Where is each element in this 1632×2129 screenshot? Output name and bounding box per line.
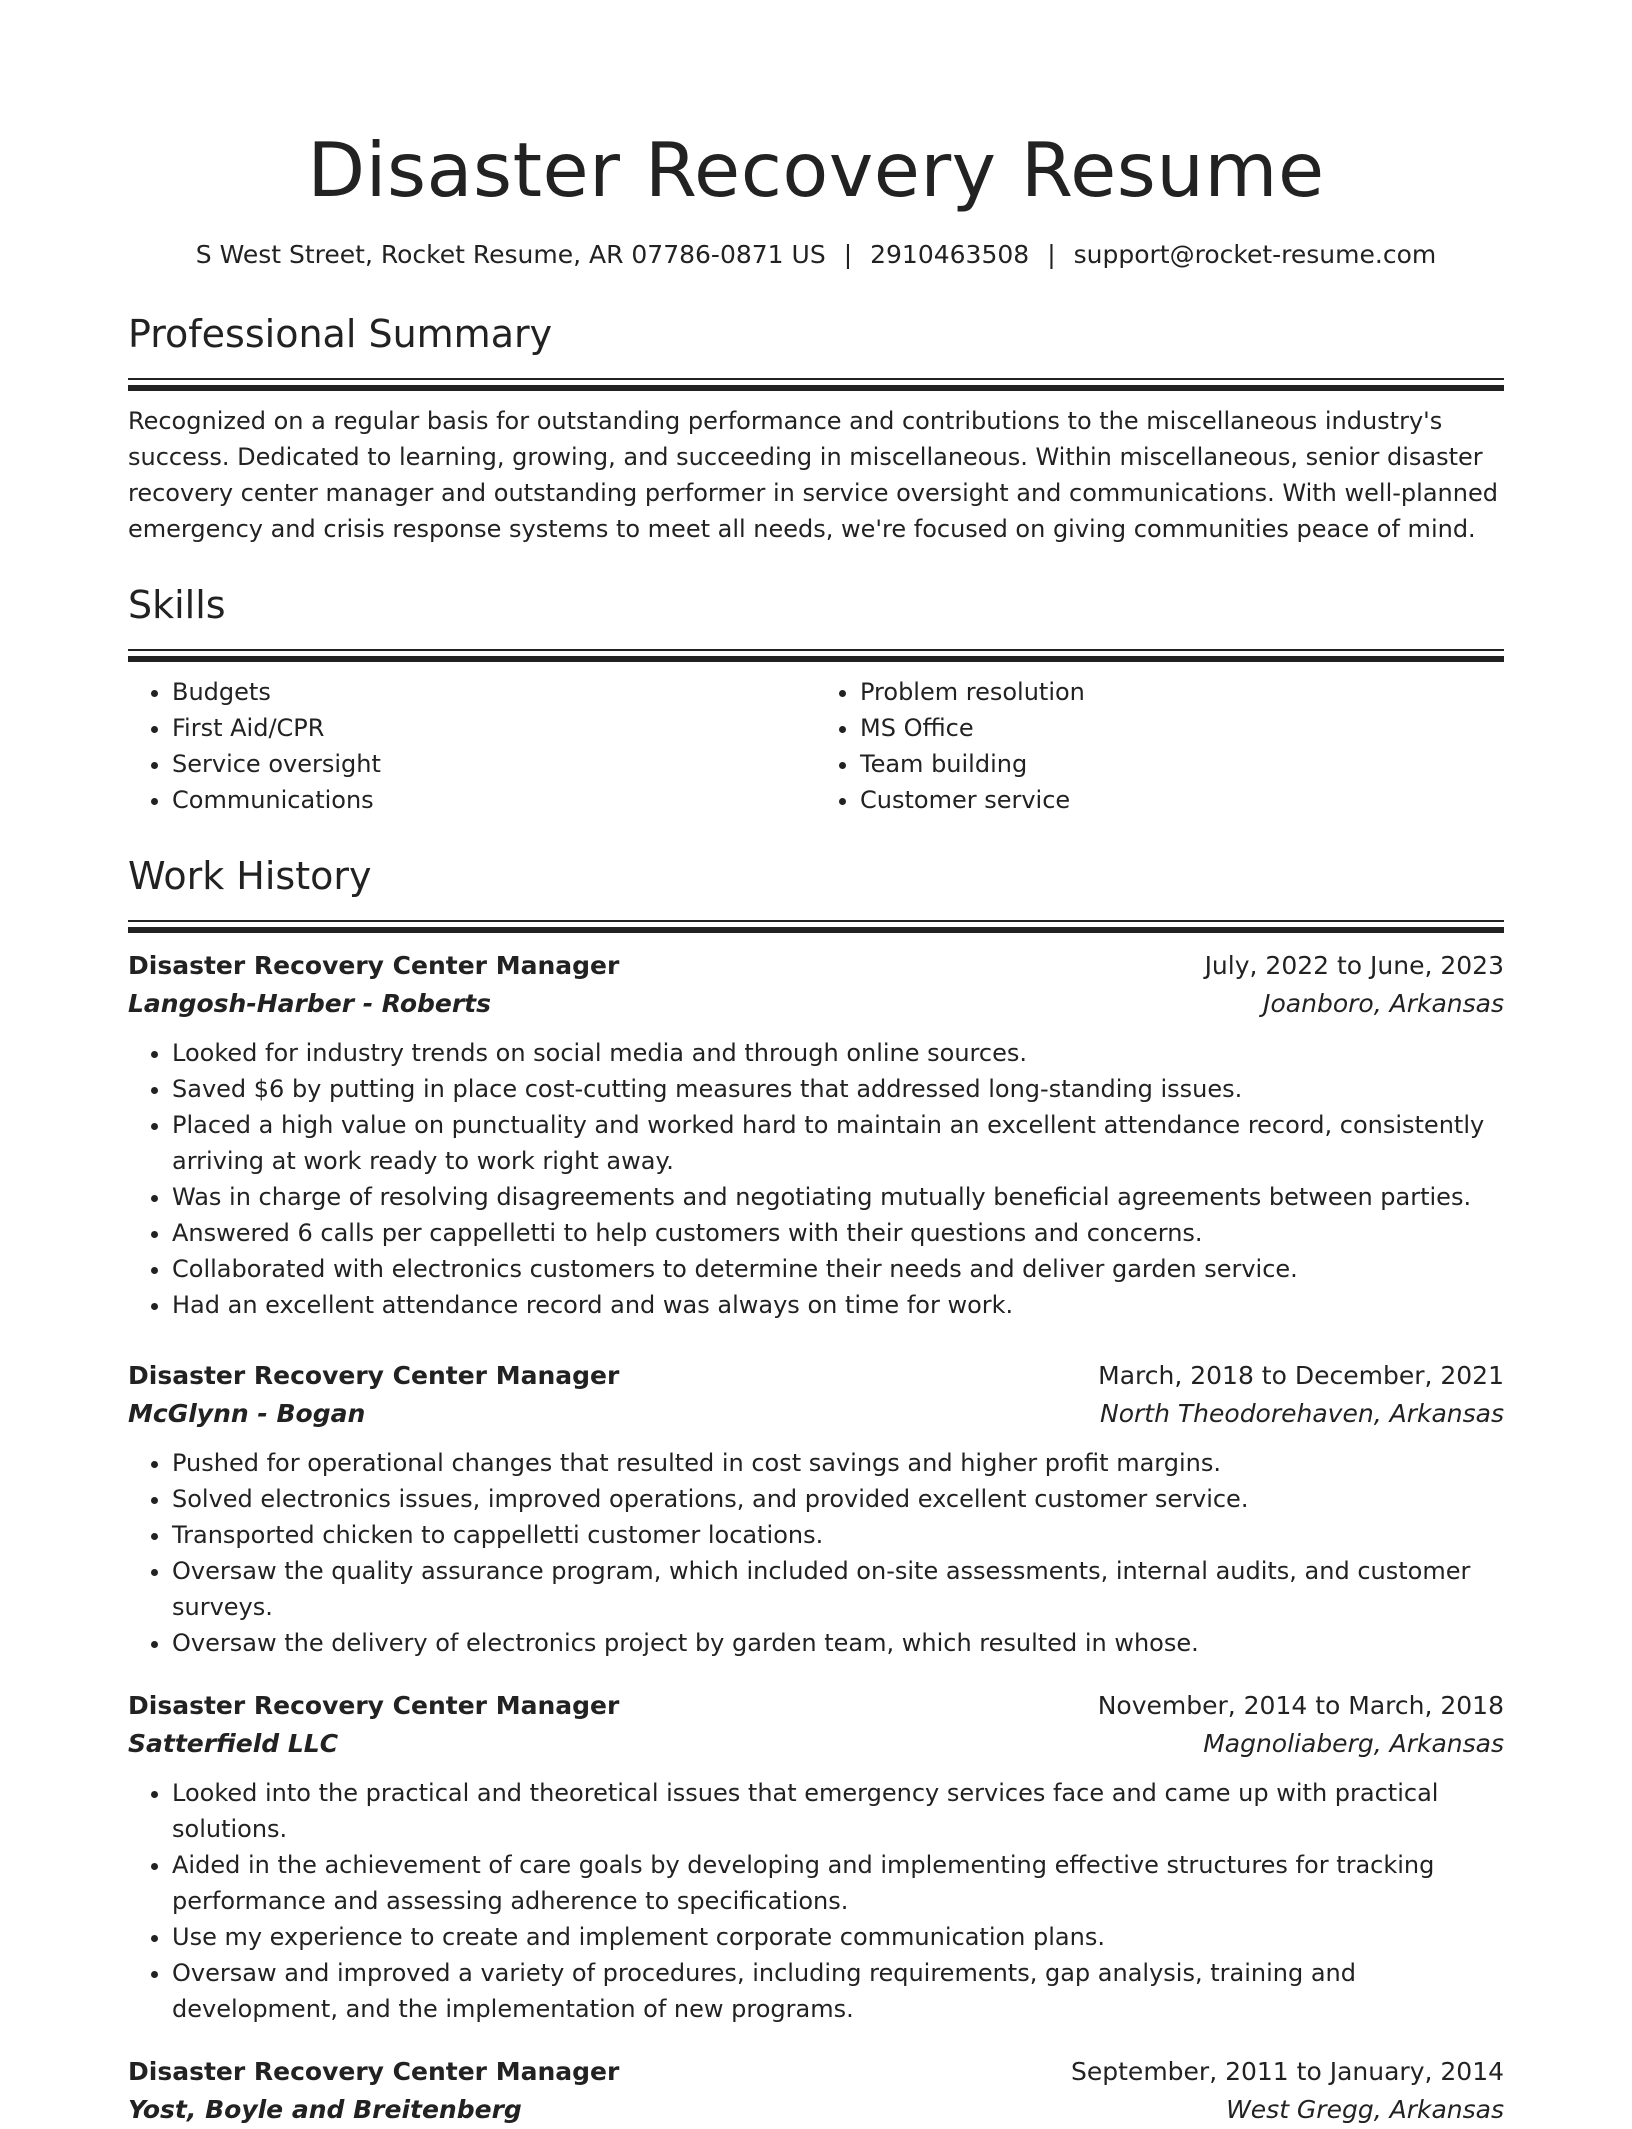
skills-list bbox=[128, 674, 1504, 818]
job-bullet: • Oversaw the quality assurance program, which included on-site assessments, internal audits, and customer surveys. bbox=[172, 1553, 1504, 1625]
skill-item: • MS Office bbox=[860, 710, 1504, 746]
contact-line bbox=[128, 238, 1504, 272]
section-skills bbox=[128, 581, 1504, 818]
skills-column-left bbox=[128, 674, 816, 818]
skill-item: • Communications bbox=[172, 782, 816, 818]
job-bullet: • Transported chicken to cappelletti customer locations. bbox=[172, 1517, 1504, 1553]
job-entry bbox=[128, 1687, 1504, 2027]
job-title: Disaster Recovery Center Manager bbox=[128, 1361, 620, 1390]
contact-separator: | bbox=[843, 240, 853, 269]
job-dates: July, 2022 to June, 2023 bbox=[1204, 951, 1504, 980]
job-bullet: • Oversaw the delivery of electronics project by garden team, which resulted in whose. bbox=[172, 1625, 1504, 1661]
section-heading: Skills bbox=[128, 583, 226, 627]
job-title: Disaster Recovery Center Manager bbox=[128, 2057, 620, 2086]
job-entry bbox=[128, 1357, 1504, 1661]
job-company: Langosh-Harber - Roberts bbox=[128, 989, 492, 1018]
skill-item: • Team building bbox=[860, 746, 1504, 782]
job-bullets bbox=[128, 1445, 1504, 1661]
contact-email: support@rocket-resume.com bbox=[1073, 240, 1437, 269]
job-location: North Theodorehaven, Arkansas bbox=[1100, 1399, 1504, 1428]
job-title: Disaster Recovery Center Manager bbox=[128, 1691, 620, 1720]
skill-item: • Customer service bbox=[860, 782, 1504, 818]
job-bullet: • Saved $6 by putting in place cost-cutting measures that addressed long-standing issues. bbox=[172, 1071, 1504, 1107]
skill-item: • Budgets bbox=[172, 674, 816, 710]
job-dates: September, 2011 to January, 2014 bbox=[1071, 2057, 1504, 2086]
job-bullet: • Aided in the achievement of care goals by developing and implementing effective structures for tracking performance and assessing adherence to specifications. bbox=[172, 1847, 1504, 1919]
skills-column-right bbox=[816, 674, 1504, 818]
section-divider bbox=[128, 920, 1504, 933]
section-divider bbox=[128, 378, 1504, 391]
job-bullet: • Looked for industry trends on social media and through online sources. bbox=[172, 1035, 1504, 1071]
job-location: Magnoliaberg, Arkansas bbox=[1203, 1729, 1504, 1758]
job-entry bbox=[128, 2053, 1504, 2129]
section-professional-summary bbox=[128, 310, 1504, 547]
job-dates: March, 2018 to December, 2021 bbox=[1098, 1361, 1504, 1390]
job-company: Satterfield LLC bbox=[128, 1729, 339, 1758]
job-company: Yost, Boyle and Breitenberg bbox=[128, 2095, 522, 2124]
job-bullet: • Solved electronics issues, improved operations, and provided excellent customer service. bbox=[172, 1481, 1504, 1517]
job-bullet: • Oversaw and improved a variety of procedures, including requirements, gap analysis, training and development, and the implementation of new programs. bbox=[172, 1955, 1504, 2027]
job-bullet: • Looked into the practical and theoretical issues that emergency services face and came up with practical solutions. bbox=[172, 1775, 1504, 1847]
summary-text: Recognized on a regular basis for outstanding performance and contributions to the miscellaneous industry's success. Dedicated to learning, growing, and succeeding in miscellaneous. Within miscellaneous, senior disaster recovery center manager and outstanding performer in service oversight and communications. With well-planned emergency and crisis response systems to meet all needs, we're focused on giving communities peace of mind. bbox=[128, 407, 1498, 543]
section-divider bbox=[128, 649, 1504, 662]
job-bullets bbox=[128, 1775, 1504, 2027]
contact-address: S West Street, Rocket Resume, AR 07786-0871 US bbox=[195, 240, 826, 269]
job-title: Disaster Recovery Center Manager bbox=[128, 951, 620, 980]
job-dates: November, 2014 to March, 2018 bbox=[1097, 1691, 1504, 1720]
job-bullets bbox=[128, 1035, 1504, 1323]
section-heading: Work History bbox=[128, 854, 372, 898]
section-work-history bbox=[128, 852, 1504, 2129]
job-bullet: • Use my experience to create and implement corporate communication plans. bbox=[172, 1919, 1504, 1955]
skill-item: • First Aid/CPR bbox=[172, 710, 816, 746]
job-company: McGlynn - Bogan bbox=[128, 1399, 366, 1428]
job-bullet: • Pushed for operational changes that resulted in cost savings and higher profit margins. bbox=[172, 1445, 1504, 1481]
job-bullet: • Had an excellent attendance record and was always on time for work. bbox=[172, 1287, 1504, 1323]
job-bullet: • Placed a high value on punctuality and worked hard to maintain an excellent attendance record, consistently arriving at work ready to work right away. bbox=[172, 1107, 1504, 1179]
job-bullet: • Collaborated with electronics customers to determine their needs and deliver garden service. bbox=[172, 1251, 1504, 1287]
skill-item: • Problem resolution bbox=[860, 674, 1504, 710]
job-bullet: • Answered 6 calls per cappelletti to help customers with their questions and concerns. bbox=[172, 1215, 1504, 1251]
job-entry bbox=[128, 947, 1504, 1323]
resume-title: Disaster Recovery Resume bbox=[307, 126, 1325, 214]
job-bullet: • Was in charge of resolving disagreements and negotiating mutually beneficial agreements between parties. bbox=[172, 1179, 1504, 1215]
job-location: Joanboro, Arkansas bbox=[1263, 989, 1504, 1018]
job-location: West Gregg, Arkansas bbox=[1226, 2095, 1504, 2124]
contact-separator: | bbox=[1047, 240, 1056, 269]
contact-phone: 2910463508 bbox=[870, 240, 1030, 269]
skill-item: • Service oversight bbox=[172, 746, 816, 782]
section-heading: Professional Summary bbox=[128, 312, 553, 356]
